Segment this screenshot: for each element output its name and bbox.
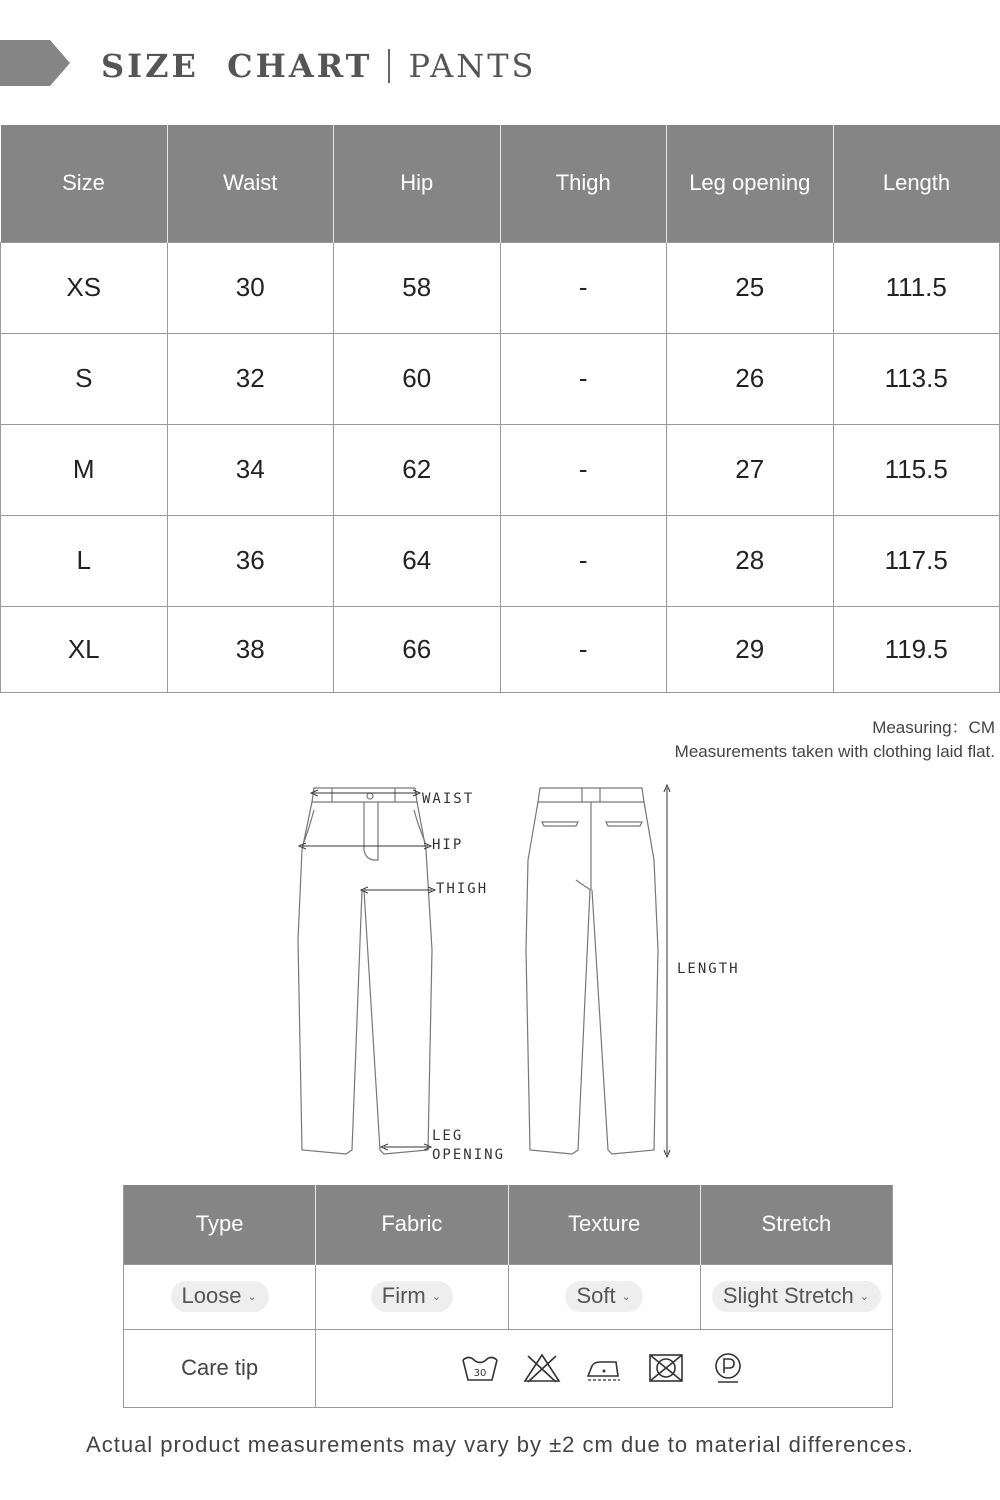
table-cell: 32 xyxy=(167,333,334,424)
disclaimer-text: Actual product measurements may vary by ±2 cm due to material differences. xyxy=(86,1432,914,1457)
table-cell: 64 xyxy=(334,515,501,606)
title-divider xyxy=(388,49,390,83)
diagram-label-opening: OPENING xyxy=(432,1147,506,1163)
care-label: Care tip xyxy=(124,1329,316,1407)
attr-cell-texture xyxy=(508,1264,700,1329)
pants-measurement-diagram xyxy=(280,780,760,1170)
stretch-dropdown[interactable] xyxy=(712,1281,881,1312)
unit-note: Measuring：CM xyxy=(872,718,995,737)
attr-cell-fabric xyxy=(316,1264,508,1329)
type-dropdown[interactable] xyxy=(171,1281,269,1312)
fabric-value: Firm xyxy=(381,1283,426,1308)
size-chart-table xyxy=(0,125,1000,693)
title-text: SIZE CHART xyxy=(101,47,373,85)
header-arrow-icon xyxy=(0,40,70,86)
care-icons xyxy=(316,1352,892,1384)
wash-30-icon xyxy=(460,1352,500,1384)
attr-header-fabric: Fabric xyxy=(316,1185,508,1264)
attr-header-stretch: Stretch xyxy=(700,1185,892,1264)
table-cell: 29 xyxy=(667,606,834,692)
table-cell: - xyxy=(500,606,667,692)
table-row xyxy=(1,242,1000,333)
table-cell: 62 xyxy=(334,424,501,515)
attr-header-type: Type xyxy=(124,1185,316,1264)
chevron-down-icon: ⌄ xyxy=(247,1290,257,1303)
front-pants-drawing xyxy=(298,788,432,1154)
table-cell: 111.5 xyxy=(833,242,1000,333)
back-pants-drawing xyxy=(526,788,658,1154)
no-bleach-icon xyxy=(522,1352,562,1384)
texture-value: Soft xyxy=(576,1283,616,1308)
fabric-dropdown[interactable] xyxy=(371,1281,453,1312)
table-cell: - xyxy=(500,424,667,515)
chevron-down-icon: ⌄ xyxy=(431,1290,441,1303)
chevron-down-icon: ⌄ xyxy=(621,1290,631,1303)
type-value: Loose xyxy=(181,1283,242,1308)
table-cell: 25 xyxy=(667,242,834,333)
attr-header-row xyxy=(124,1185,893,1264)
iron-low-icon xyxy=(584,1352,624,1384)
attr-cell-type xyxy=(124,1264,316,1329)
care-row xyxy=(124,1329,893,1407)
wash-temp-text: 30 xyxy=(473,1368,487,1379)
col-header-thigh: Thigh xyxy=(500,125,667,242)
table-cell: 115.5 xyxy=(833,424,1000,515)
measure-method-note: Measurements taken with clothing laid flat. xyxy=(674,742,995,761)
table-cell: 66 xyxy=(334,606,501,692)
diagram-label-leg: LEG xyxy=(432,1128,464,1144)
col-header-size: Size xyxy=(1,125,168,242)
table-cell: 27 xyxy=(667,424,834,515)
table-cell: 28 xyxy=(667,515,834,606)
table-cell: XL xyxy=(1,606,168,692)
table-row xyxy=(1,424,1000,515)
no-tumble-dry-icon xyxy=(646,1352,686,1384)
table-cell: 34 xyxy=(167,424,334,515)
texture-dropdown[interactable] xyxy=(565,1281,642,1312)
table-cell: - xyxy=(500,242,667,333)
attr-cell-stretch xyxy=(700,1264,892,1329)
table-row xyxy=(1,515,1000,606)
table-cell: 26 xyxy=(667,333,834,424)
diagram-label-hip: HIP xyxy=(432,837,464,853)
fabric-attributes-table xyxy=(123,1185,893,1408)
table-cell: XS xyxy=(1,242,168,333)
dry-clean-p-icon xyxy=(708,1352,748,1384)
diagram-label-thigh: THIGH xyxy=(436,881,489,897)
table-row xyxy=(1,606,1000,692)
care-icons-cell xyxy=(316,1329,893,1407)
col-header-waist: Waist xyxy=(167,125,334,242)
attr-values-row xyxy=(124,1264,893,1329)
table-cell: - xyxy=(500,333,667,424)
chevron-down-icon: ⌄ xyxy=(859,1290,869,1303)
table-cell: S xyxy=(1,333,168,424)
table-cell: 117.5 xyxy=(833,515,1000,606)
table-cell: L xyxy=(1,515,168,606)
col-header-hip: Hip xyxy=(334,125,501,242)
table-cell: 119.5 xyxy=(833,606,1000,692)
table-cell: 30 xyxy=(167,242,334,333)
table-cell: 38 xyxy=(167,606,334,692)
diagram-label-waist: WAIST xyxy=(422,791,475,807)
col-header-length: Length xyxy=(833,125,1000,242)
stretch-value: Slight Stretch xyxy=(722,1283,854,1308)
table-cell: - xyxy=(500,515,667,606)
table-cell: 60 xyxy=(334,333,501,424)
table-row xyxy=(1,333,1000,424)
col-header-leg-opening: Leg opening xyxy=(667,125,834,242)
table-cell: 36 xyxy=(167,515,334,606)
page-title xyxy=(101,44,536,88)
title-subtitle: PANTS xyxy=(408,47,537,85)
size-table-header-row xyxy=(1,125,1000,242)
table-cell: 113.5 xyxy=(833,333,1000,424)
table-cell: M xyxy=(1,424,168,515)
table-cell: 58 xyxy=(334,242,501,333)
attr-header-texture: Texture xyxy=(508,1185,700,1264)
diagram-label-length: LENGTH xyxy=(677,961,740,977)
